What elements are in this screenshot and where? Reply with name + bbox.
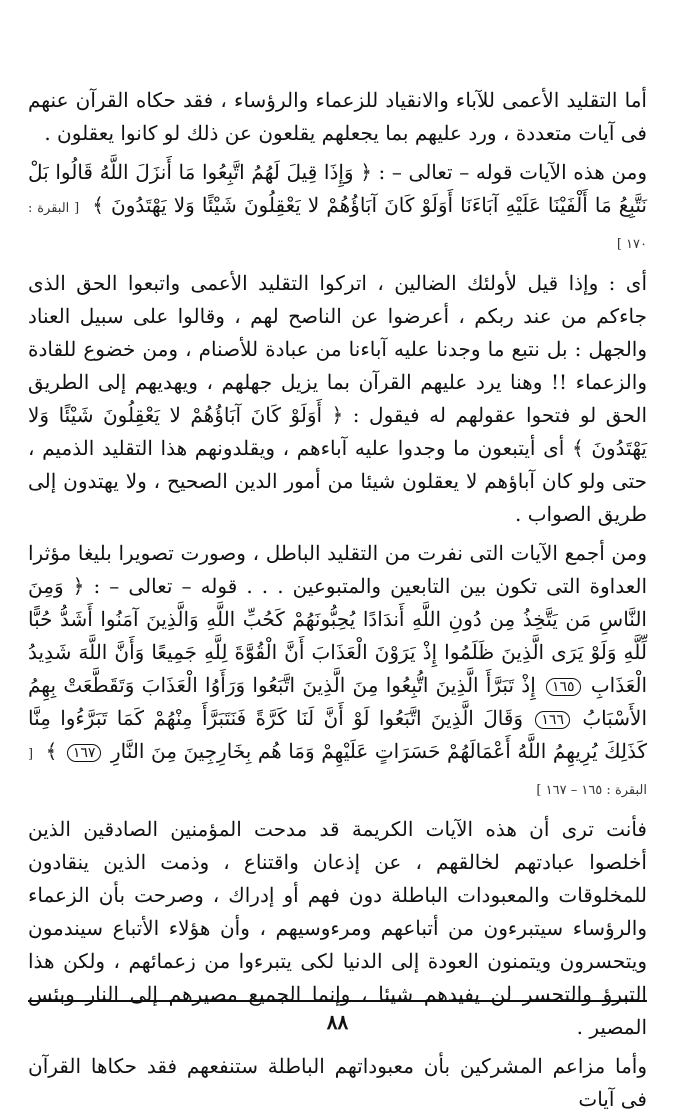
page-number: ٨٨ <box>326 1010 349 1034</box>
verse-citation: [ البقرة : ١٧٠ ] <box>28 201 647 252</box>
paragraph-intro: ومن أجمع الآيات التى نفرت من التقليد الباطل ، وصورت تصويرا بليغا مؤثرا العداوة التى تكون بين التابعين والمتبوعين . . . قوله – تعالى – : <box>28 541 648 598</box>
paragraph-intro: ومن هذه الآيات قوله – تعالى – : <box>378 160 648 184</box>
paragraph-verse-170 <box>28 156 647 261</box>
quran-verse: إِذْ تَبَرَّأَ الَّذِينَ اتُّبِعُوا مِنَ الَّذِينَ اتَّبَعُوا وَرَأَوُا الْعَذَابَ وَتَقَطَّعَتْ بِهِمُ الأَسْبَابُ <box>28 673 648 730</box>
quran-verse: ﴿ وَمِنَ النَّاسِ مَن يَتَّخِذُ مِن دُونِ اللَّهِ أَندَادًا يُحِبُّونَهُمْ كَحُبِّ اللَّهِ وَالَّذِينَ آمَنُوا أَشَدُّ حُبًّا لِّلَّهِ وَلَوْ يَرَى الَّذِينَ ظَلَمُوا إِذْ يَرَوْنَ الْعَذَابَ أَنَّ الْقُوَّةَ لِلَّهِ جَمِيعًا وَأَنَّ اللَّهَ شَدِيدُ الْعَذَابِ <box>28 574 647 697</box>
footer-divider <box>28 1000 647 1002</box>
paragraph-text: أما التقليد الأعمى للآباء والانقياد للزعماء والرؤساء ، فقد حكاه القرآن عنهم فى آيات متعددة ، ورد عليهم بما يجعلهم يقلعون عن ذلك لو كانوا يعقلون . <box>28 88 647 145</box>
paragraph-text: فأنت ترى أن هذه الآيات الكريمة قد مدحت المؤمنين الصادقين الذين أخلصوا عبادتهم لخالقهم ، عن إذعان واقتناع ، وذمت الذين ينقادون للمخلوقات والمعبودات الباطلة دون فهم أو إدراك ، وصرحت بأن الزعماء والرؤساء سيتبرءون من أتباعهم ومرءوسيهم ، وأن هؤلاء الأتباع سيندمون ويتحسرون ويتمنون العودة إلى الدنيا لكى يتبرءوا من زعمائهم ، ولكن هذا التبرؤ والتحسر لن يفيدهم شيئا ، وإنما الجميع مصيرهم إلى النار وبئس المصير . <box>28 817 647 1039</box>
quran-verse: ﴿ أَوَلَوْ كَانَ آبَاؤُهُمْ لا يَعْقِلُونَ شَيْئًا وَلا يَهْتَدُونَ ﴾ <box>28 403 647 460</box>
ayah-number: ١٦٥ <box>546 678 581 696</box>
paragraph-text: وأما مزاعم المشركين بأن معبوداتهم الباطلة ستنفعهم فقد حكاها القرآن فى آيات <box>28 1054 647 1111</box>
verse-citation: [ البقرة : ١٦٥ – ١٦٧ ] <box>28 747 647 798</box>
paragraph-explanation <box>28 267 647 531</box>
paragraph-blind-imitation <box>28 84 647 150</box>
quran-verse: ﴿ وَإِذَا قِيلَ لَهُمُ اتَّبِعُوا مَا أَنزَلَ اللَّهُ قَالُوا بَلْ نَتَّبِعُ مَا أَلْفَيْنَا عَلَيْهِ آبَاءَنَا أَوَلَوْ كَانَ آبَاؤُهُمْ لا يَعْقِلُونَ شَيْئًا وَلا يَهْتَدُونَ ﴾ <box>28 160 647 217</box>
ayah-number: ١٦٧ <box>67 744 102 762</box>
paragraph-continuation <box>28 1050 647 1116</box>
ayah-number: ١٦٦ <box>535 711 570 729</box>
verse-closing-bracket: ﴾ <box>45 739 58 763</box>
paragraph-text: أى : وإذا قيل لأولئك الضالين ، اتركوا التقليد الأعمى واتبعوا الحق الذى جاءكم من عند ربكم ، أعرضوا عن الناصح لهم ، وقالوا على سبيل العناد والجهل : بل نتبع ما وجدنا عليه آباءنا من عبادة للأصنام ، ومن خضوع للقادة والزعماء !! وهنا يرد عليهم القرآن بما يزيل جهلهم ، ويهديهم إلى الطريق الحق لو فتحوا عقولهم له فيقول : <box>28 271 648 427</box>
quran-verse: وَقَالَ الَّذِينَ اتَّبَعُوا لَوْ أَنَّ لَنَا كَرَّةً فَنَتَبَرَّأَ مِنْهُمْ كَمَا تَبَرَّءُوا مِنَّا كَذَلِكَ يُرِيهِمُ اللَّهُ أَعْمَالَهُمْ حَسَرَاتٍ عَلَيْهِمْ وَمَا هُم بِخَارِجِينَ مِنَ النَّارِ <box>28 706 648 763</box>
paragraph-verses-165-167 <box>28 537 647 807</box>
paragraph-text: أى أيتبعون ما وجدوا عليه آباءهم ، ويقلدونهم هذا التقليد الذميم ، حتى ولو كان آباؤهم لا يعقلون شيئا من أمور الدين الصحيح ، ولا يهتدون إلى طريق الصواب . <box>28 436 647 526</box>
